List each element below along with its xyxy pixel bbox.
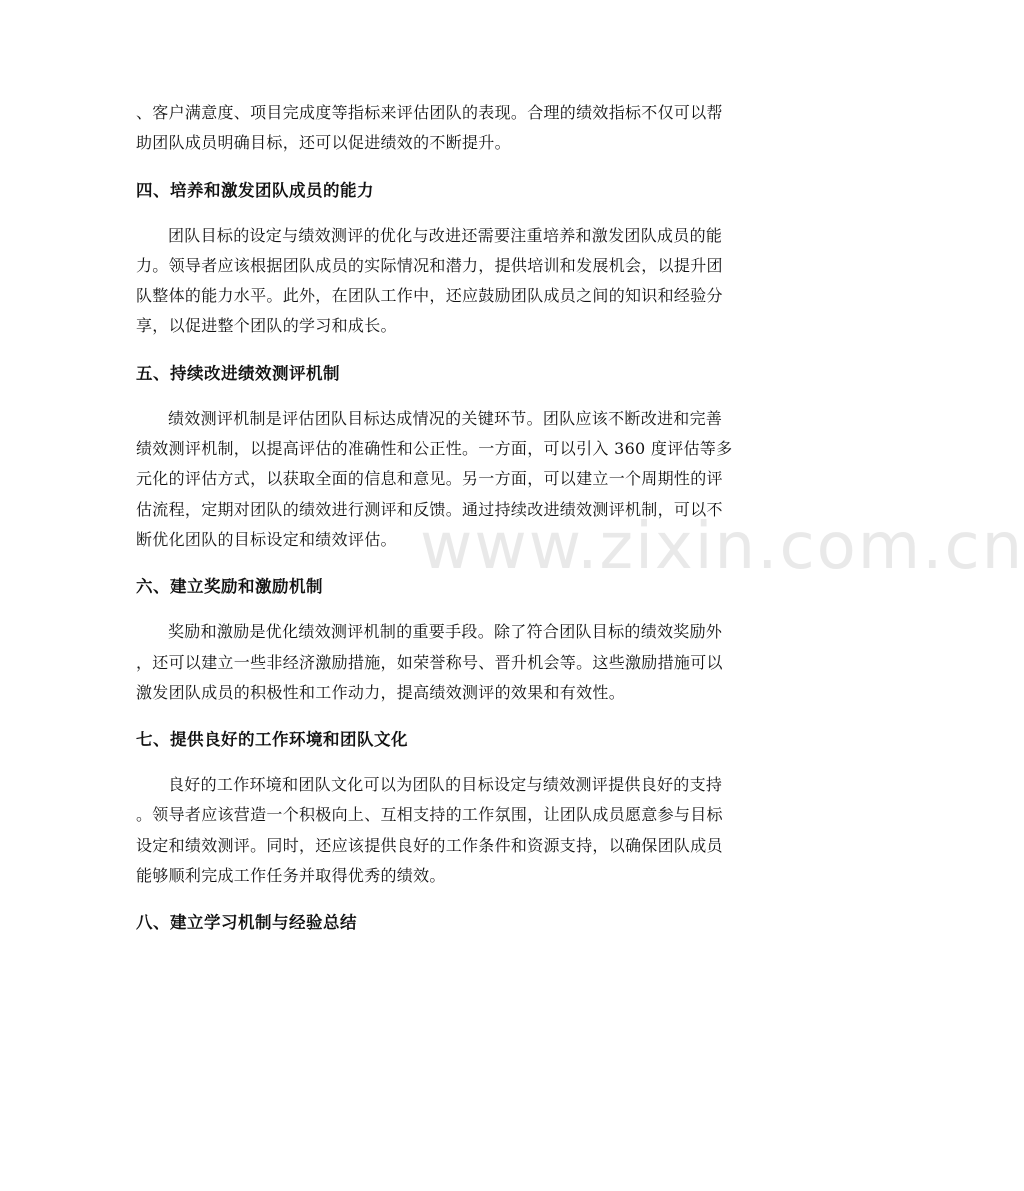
paragraph-section-6: 奖励和激励是优化绩效测评机制的重要手段。除了符合团队目标的绩效奖励外 ，还可以建立一些非经济激励措施，如荣誉称号、晋升机会等。这些激励措施可以 激发团队成员的积极性和工作动力，提高绩效测评的效果和有效性。 xyxy=(136,622,723,702)
paragraph-section-4: 团队目标的设定与绩效测评的优化与改进还需要注重培养和激发团队成员的能 力。领导者应该根据团队成员的实际情况和潜力，提供培训和发展机会，以提升团 队整体的能力水平。此外，在团队工作中，还应鼓励团队成员之间的知识和经验分 享，以促进整个团队的学习和成长。 xyxy=(136,225,723,336)
section-heading-4: 四、培养和激发团队成员的能力 xyxy=(136,180,374,200)
document-body xyxy=(136,98,786,933)
paragraph-continued: 、客户满意度、项目完成度等指标来评估团队的表现。合理的绩效指标不仅可以帮 助团队成员明确目标，还可以促进绩效的不断提升。 xyxy=(136,103,723,153)
section-heading-8: 八、建立学习机制与经验总结 xyxy=(136,913,357,933)
section-heading-5: 五、持续改进绩效测评机制 xyxy=(136,363,340,383)
paragraph-section-7: 良好的工作环境和团队文化可以为团队的目标设定与绩效测评提供良好的支持 。领导者应该营造一个积极向上、互相支持的工作氛围，让团队成员愿意参与目标 设定和绩效测评。同时，还应该提供良好的工作条件和资源支持，以确保团队成员 能够顺利完成工作任务并取得优秀的绩效。 xyxy=(136,775,723,886)
paragraph-section-5: 绩效测评机制是评估团队目标达成情况的关键环节。团队应该不断改进和完善 绩效测评机制，以提高评估的准确性和公正性。一方面，可以引入 360 度评估等多 元化的评估方式，以获取全面的信息和意见。另一方面，可以建立一个周期性的评 估流程，定期对团队的绩效进行测评和反馈。通过持续改进绩效测评机制，可以不 断优化团队的目标设定和绩效评估。 xyxy=(136,408,733,549)
watermark: www.zixin.com.cn xyxy=(420,510,1024,584)
section-heading-6: 六、建立奖励和激励机制 xyxy=(136,577,323,597)
section-heading-7: 七、提供良好的工作环境和团队文化 xyxy=(136,730,408,750)
